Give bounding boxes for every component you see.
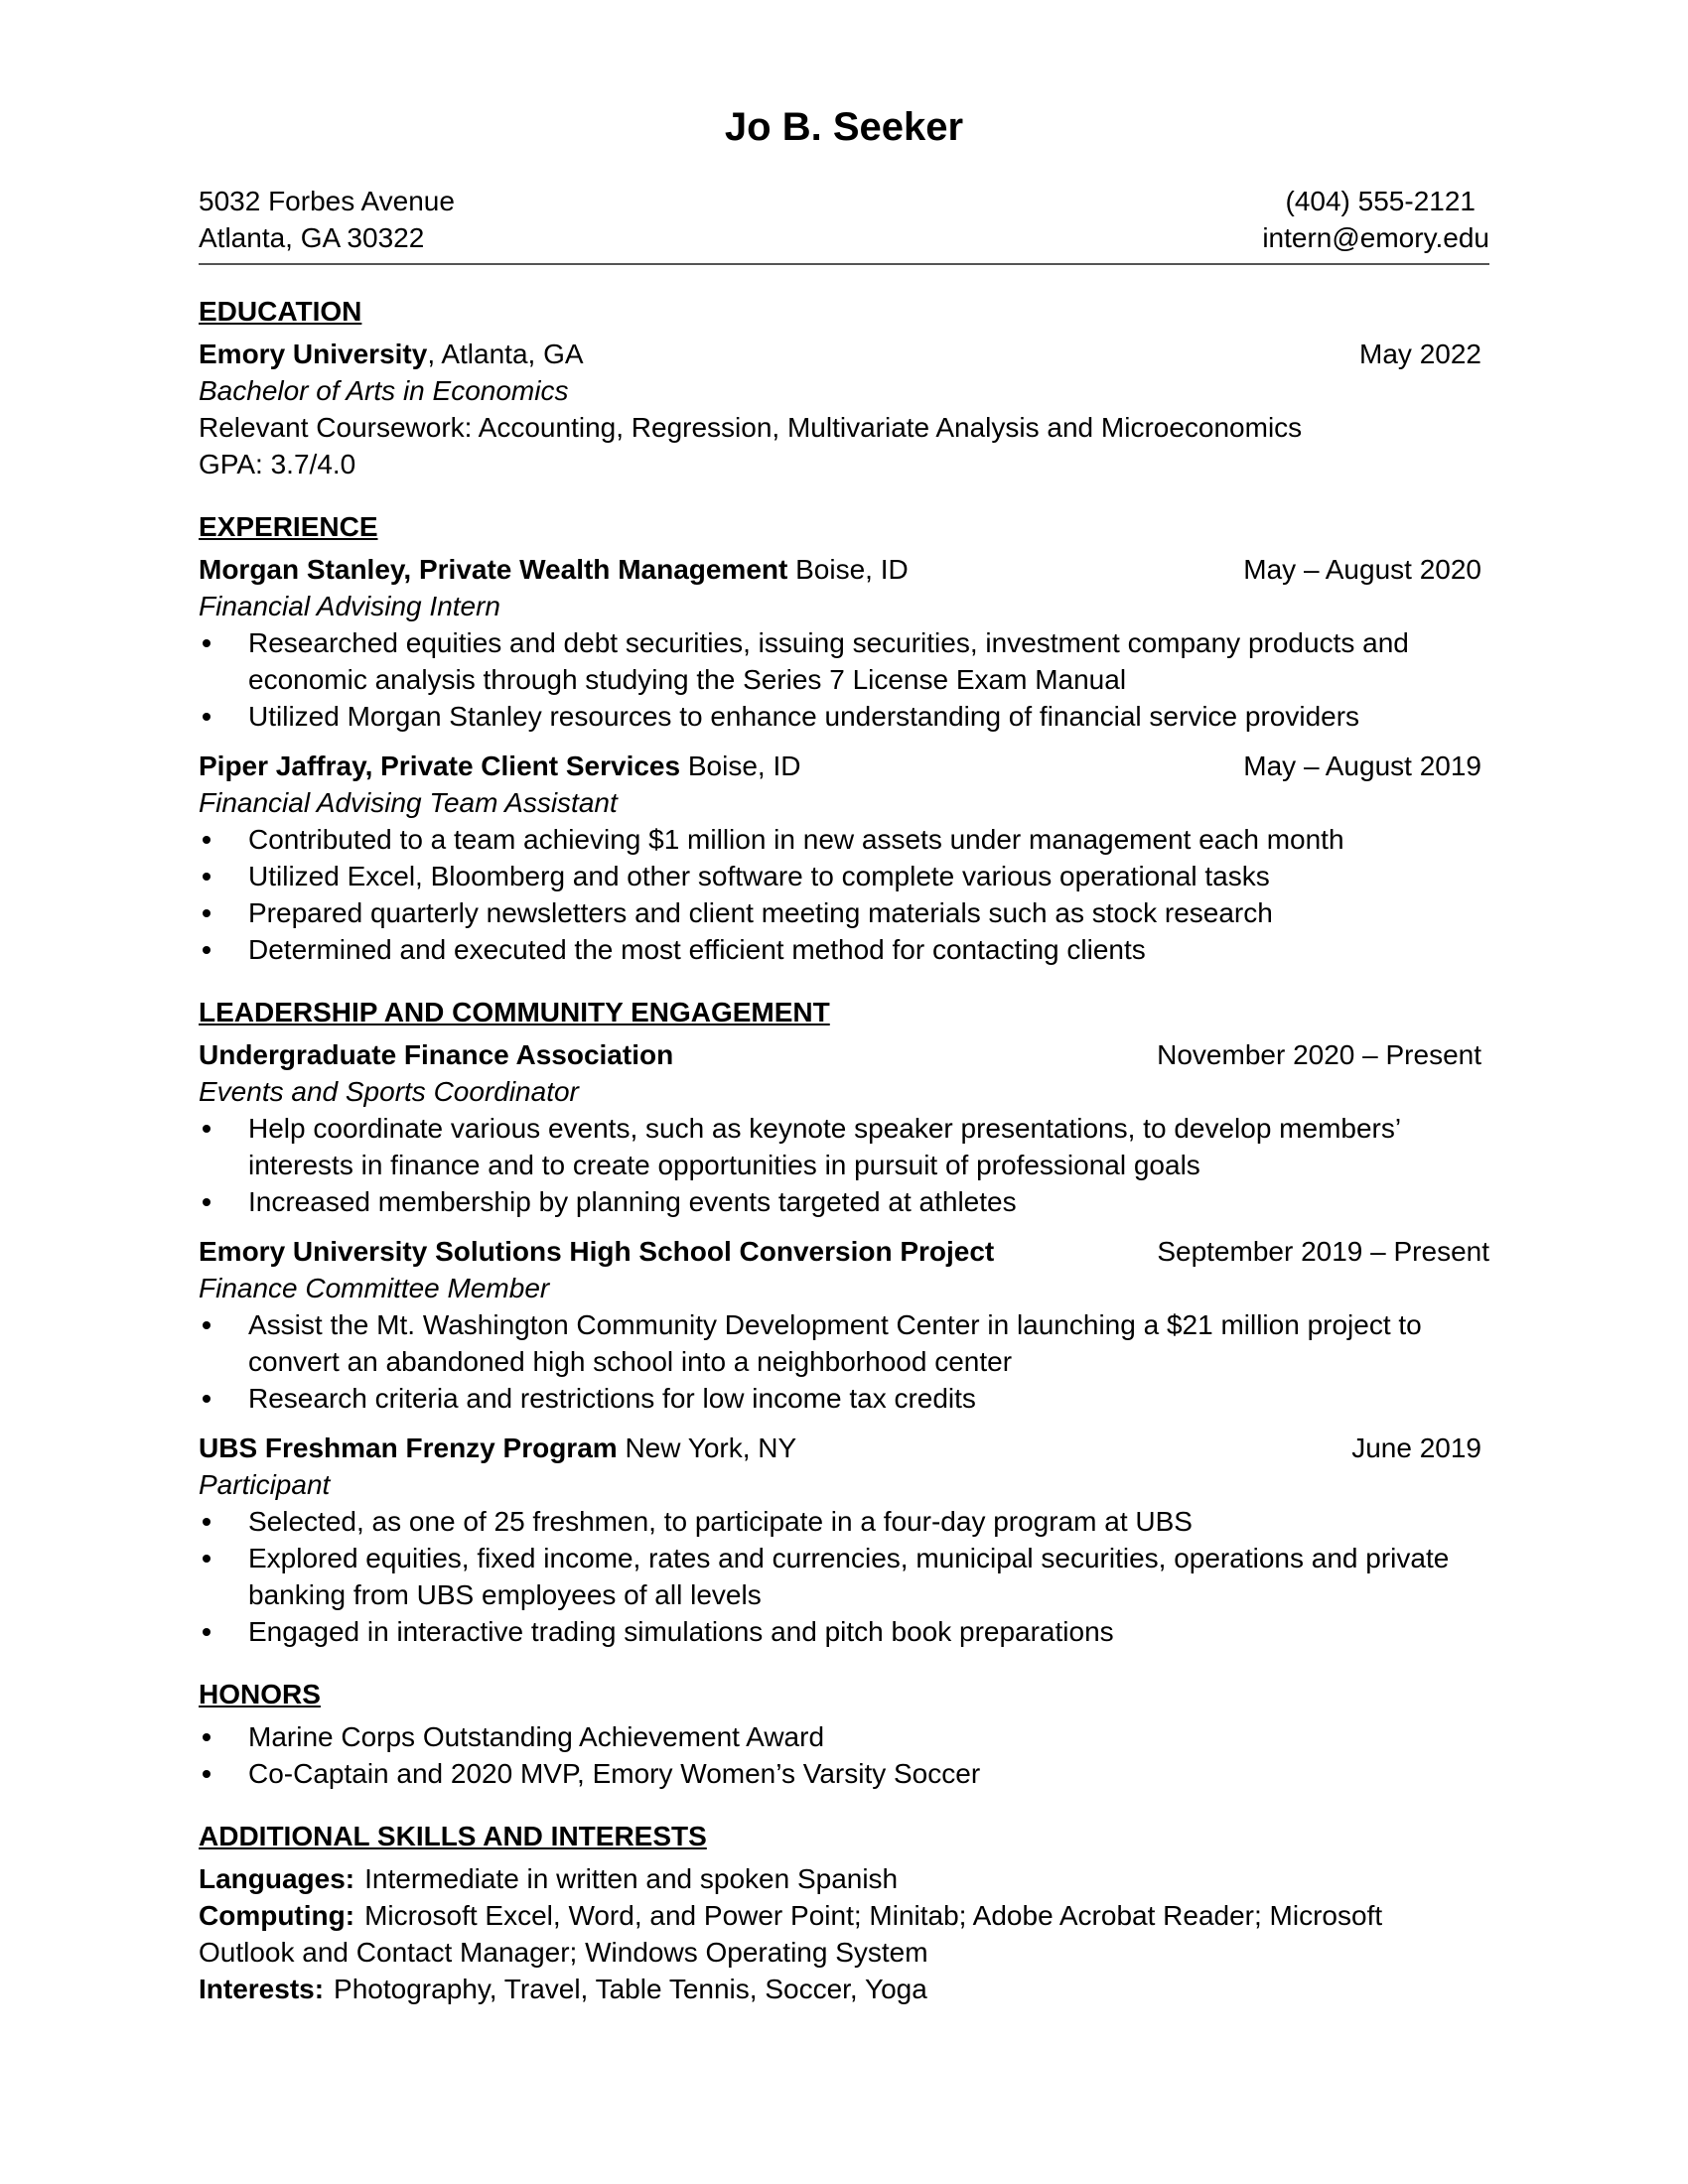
computing-line xyxy=(199,1897,1420,1971)
job-bullets xyxy=(199,821,1489,968)
job-entry-header xyxy=(199,748,1489,784)
role-entry-header xyxy=(199,1430,1489,1466)
honors-section xyxy=(199,1676,1489,1792)
job-entry xyxy=(199,748,1489,968)
education-date: May 2022 xyxy=(1359,339,1481,369)
bullet-item: Determined and executed the most efficient method for contacting clients xyxy=(199,931,1470,968)
contact-block xyxy=(199,183,1489,256)
bullet-item: Increased membership by planning events targeted at athletes xyxy=(199,1183,1470,1220)
school-location: , Atlanta, GA xyxy=(427,339,584,369)
experience-heading: EXPERIENCE xyxy=(199,511,378,542)
languages-label: Languages: xyxy=(199,1863,355,1894)
leadership-section xyxy=(199,994,1489,1650)
bullet-item: Help coordinate various events, such as keynote speaker presentations, to develop members’ interests in finance and to create opportunities in pursuit of professional goals xyxy=(199,1110,1470,1183)
languages-line xyxy=(199,1860,1489,1897)
job-location: Boise, ID xyxy=(680,751,801,781)
job-date: May – August 2019 xyxy=(1243,751,1481,781)
honor-item: Marine Corps Outstanding Achievement Award xyxy=(199,1718,1470,1755)
address-line-2: Atlanta, GA 30322 xyxy=(199,222,425,253)
email-address: intern@emory.edu xyxy=(1262,222,1489,253)
role-org: UBS Freshman Frenzy Program xyxy=(199,1433,618,1463)
job-title: Financial Advising Intern xyxy=(199,591,501,621)
job-org: Morgan Stanley, Private Wealth Management xyxy=(199,554,788,585)
bullet-item: Research criteria and restrictions for low income tax credits xyxy=(199,1380,1470,1417)
coursework: Relevant Coursework: Accounting, Regression, Multivariate Analysis and Microeconomics xyxy=(199,412,1303,443)
skills-heading: ADDITIONAL SKILLS AND INTERESTS xyxy=(199,1821,707,1851)
bullet-item: Explored equities, fixed income, rates and currencies, municipal securities, operations and private banking from UBS employees of all levels xyxy=(199,1540,1470,1613)
header-divider xyxy=(199,263,1489,265)
skills-section xyxy=(199,1818,1489,2007)
role-location: New York, NY xyxy=(617,1433,797,1463)
job-location: Boise, ID xyxy=(787,554,909,585)
role-bullets xyxy=(199,1503,1489,1650)
experience-section xyxy=(199,508,1489,968)
education-section xyxy=(199,293,1489,482)
resume-name: Jo B. Seeker xyxy=(724,105,964,149)
role-title: Participant xyxy=(199,1469,331,1500)
bullet-item: Utilized Morgan Stanley resources to enhance understanding of financial service providers xyxy=(199,698,1470,735)
role-entry xyxy=(199,1430,1489,1650)
job-entry-header xyxy=(199,551,1489,588)
role-date: June 2019 xyxy=(1351,1433,1481,1463)
role-entry xyxy=(199,1233,1489,1417)
contact-info-block xyxy=(1262,183,1489,256)
education-heading: EDUCATION xyxy=(199,296,362,327)
resume-page xyxy=(199,99,1489,2007)
role-title: Finance Committee Member xyxy=(199,1273,550,1303)
computing-value: Microsoft Excel, Word, and Power Point; Minitab; Adobe Acrobat Reader; Microsoft Outlook and Contact Manager; Windows Operating System xyxy=(199,1900,1383,1968)
bullet-item: Engaged in interactive trading simulations and pitch book preparations xyxy=(199,1613,1470,1650)
role-title: Events and Sports Coordinator xyxy=(199,1076,579,1107)
degree: Bachelor of Arts in Economics xyxy=(199,375,569,406)
role-entry xyxy=(199,1036,1489,1220)
leadership-heading: LEADERSHIP AND COMMUNITY ENGAGEMENT xyxy=(199,997,830,1027)
role-bullets xyxy=(199,1110,1489,1220)
role-org: Undergraduate Finance Association xyxy=(199,1039,674,1070)
bullet-item: Prepared quarterly newsletters and client meeting materials such as stock research xyxy=(199,894,1470,931)
interests-label: Interests: xyxy=(199,1974,325,2004)
role-entry-header xyxy=(199,1233,1489,1270)
honor-item: Co-Captain and 2020 MVP, Emory Women’s Varsity Soccer xyxy=(199,1755,1470,1792)
role-entry-header xyxy=(199,1036,1489,1073)
job-date: May – August 2020 xyxy=(1243,554,1481,585)
role-date: November 2020 – Present xyxy=(1157,1039,1481,1070)
honors-heading: HONORS xyxy=(199,1679,321,1709)
education-entry-header xyxy=(199,336,1489,372)
role-date: September 2019 – Present xyxy=(1157,1236,1489,1267)
education-school-line xyxy=(199,336,584,372)
school-name: Emory University xyxy=(199,339,428,369)
bullet-item: Selected, as one of 25 freshmen, to participate in a four-day program at UBS xyxy=(199,1503,1470,1540)
interests-value: Photography, Travel, Table Tennis, Soccer, Yoga xyxy=(334,1974,927,2004)
computing-label: Computing: xyxy=(199,1900,355,1931)
bullet-item: Contributed to a team achieving $1 million in new assets under management each month xyxy=(199,821,1470,858)
job-bullets xyxy=(199,624,1489,735)
bullet-item: Researched equities and debt securities, issuing securities, investment company products and economic analysis through studying the Series 7 License Exam Manual xyxy=(199,624,1470,698)
languages-value: Intermediate in written and spoken Spanish xyxy=(364,1863,899,1894)
phone-number: (404) 555-2121 xyxy=(1285,186,1476,216)
job-org: Piper Jaffray, Private Client Services xyxy=(199,751,681,781)
role-bullets xyxy=(199,1306,1489,1417)
bullet-item: Utilized Excel, Bloomberg and other software to complete various operational tasks xyxy=(199,858,1470,894)
bullet-item: Assist the Mt. Washington Community Development Center in launching a $21 million project to convert an abandoned high school into a neighborhood center xyxy=(199,1306,1470,1380)
address-block xyxy=(199,183,455,256)
job-entry xyxy=(199,551,1489,735)
interests-line xyxy=(199,1971,1489,2007)
job-title: Financial Advising Team Assistant xyxy=(199,787,618,818)
role-org: Emory University Solutions High School Conversion Project xyxy=(199,1236,995,1267)
gpa: GPA: 3.7/4.0 xyxy=(199,449,356,479)
honors-list xyxy=(199,1718,1489,1792)
address-line-1: 5032 Forbes Avenue xyxy=(199,186,455,216)
